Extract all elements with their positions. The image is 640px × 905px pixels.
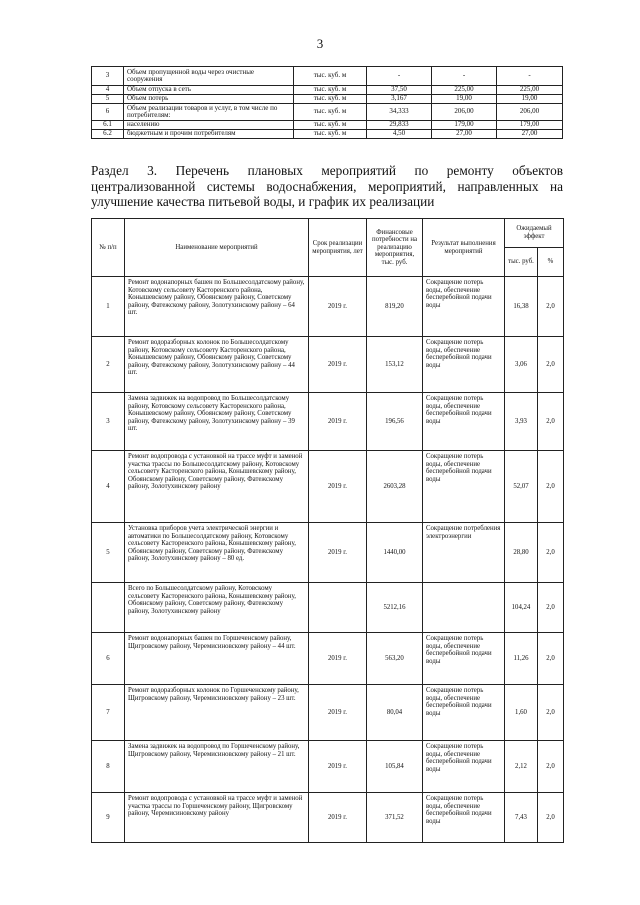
measure-term-cell: 2019 г.: [309, 523, 367, 583]
water-balance-row: [92, 104, 563, 121]
water-balance-num-cell: 3: [92, 67, 124, 86]
measures-table-body: [92, 277, 564, 843]
water-balance-v3-cell: 27,00: [497, 130, 563, 139]
water-balance-v3-cell: 179,00: [497, 121, 563, 130]
measure-term-cell: 2019 г.: [309, 277, 367, 337]
measure-name-cell: Замена задвижек на водопровод по Горшеченскому району, Щигровскому району, Черемисиновскому району – 21 шт.: [125, 741, 309, 793]
water-balance-v1-cell: 34,333: [367, 104, 432, 121]
measure-num-cell: 6: [92, 633, 125, 685]
measure-finance-cell: 563,20: [367, 633, 423, 685]
header-finance: Финансовые потребности на реализацию мероприятия, тыс. руб.: [367, 219, 423, 277]
measure-num-cell: 9: [92, 793, 125, 843]
water-balance-unit-cell: тыс. куб. м: [294, 86, 367, 95]
measure-row: [92, 337, 564, 393]
measure-finance-cell: 5212,16: [367, 583, 423, 633]
measure-finance-cell: 1440,00: [367, 523, 423, 583]
measure-result-cell: Сокращение потерь воды, обеспечение бесперебойной подачи воды: [423, 337, 505, 393]
measure-name-cell: Ремонт водонапорных башен по Горшеченскому району, Щигровскому району, Черемисиновскому району – 44 шт.: [125, 633, 309, 685]
water-balance-row: [92, 130, 563, 139]
water-balance-name-cell: Объем потерь: [124, 95, 294, 104]
measure-row: [92, 393, 564, 451]
measure-rub-cell: 104,24: [505, 583, 538, 633]
measure-pct-cell: 2,0: [538, 583, 564, 633]
measure-pct-cell: 2,0: [538, 741, 564, 793]
measure-rub-cell: 11,26: [505, 633, 538, 685]
measure-finance-cell: 2603,28: [367, 451, 423, 523]
measure-finance-cell: 80,04: [367, 685, 423, 741]
water-balance-row: [92, 95, 563, 104]
measure-finance-cell: 819,20: [367, 277, 423, 337]
measure-rub-cell: 16,38: [505, 277, 538, 337]
water-balance-num-cell: 5: [92, 95, 124, 104]
measure-num-cell: [92, 583, 125, 633]
water-balance-v3-cell: 206,00: [497, 104, 563, 121]
water-balance-v2-cell: 27,00: [432, 130, 497, 139]
measure-num-cell: 1: [92, 277, 125, 337]
measure-result-cell: Сокращение потерь воды, обеспечение бесперебойной подачи воды: [423, 793, 505, 843]
water-balance-unit-cell: тыс. куб. м: [294, 67, 367, 86]
measure-result-cell: Сокращение потерь воды, обеспечение бесперебойной подачи воды: [423, 685, 505, 741]
water-balance-v1-cell: 29,833: [367, 121, 432, 130]
measure-name-cell: Ремонт водопровода с установкой на трассе муфт и заменой участка трассы по Большесолдатскому району, Котовскому сельсовету Касторенского района, Конышевскому району, Обоянскому району, Советскому району, Фатежскому району, Золотухинскому району: [125, 451, 309, 523]
measure-term-cell: [309, 583, 367, 633]
section-heading-line: улучшение качества питьевой воды, и график их реализации: [91, 194, 435, 209]
water-balance-row: [92, 121, 563, 130]
water-balance-v1-cell: 3,167: [367, 95, 432, 104]
water-balance-v1-cell: 4,50: [367, 130, 432, 139]
section-heading-line: Раздел 3. Перечень плановых мероприятий по ремонту объектов: [91, 163, 563, 178]
measure-rub-cell: 52,07: [505, 451, 538, 523]
measure-pct-cell: 2,0: [538, 793, 564, 843]
measure-name-cell: Ремонт водонапорных башен по Большесолдатскому району, Котовскому сельсовету Касторенского района, Конышевскому району, Обоянскому району, Советскому району, Фатежскому району, Золотухинскому району – 64 шт.: [125, 277, 309, 337]
measure-term-cell: 2019 г.: [309, 793, 367, 843]
measure-finance-cell: 153,12: [367, 337, 423, 393]
water-balance-v3-cell: 225,00: [497, 86, 563, 95]
water-balance-v2-cell: 179,00: [432, 121, 497, 130]
measure-result-cell: [423, 583, 505, 633]
measure-name-cell: Всего по Большесолдатскому району, Котовскому сельсовету Касторенского района, Конышевскому району, Обоянскому району, Советскому району, Фатежскому району, Золотухинскому району: [125, 583, 309, 633]
measures-table: [91, 218, 564, 843]
measure-term-cell: 2019 г.: [309, 741, 367, 793]
measure-num-cell: 3: [92, 393, 125, 451]
measure-rub-cell: 1,60: [505, 685, 538, 741]
header-term: Срок реализации мероприятия, лет: [309, 219, 367, 277]
water-balance-unit-cell: тыс. куб. м: [294, 121, 367, 130]
measure-finance-cell: 105,84: [367, 741, 423, 793]
water-balance-num-cell: 4: [92, 86, 124, 95]
measure-result-cell: Сокращение потерь воды, обеспечение бесперебойной подачи воды: [423, 633, 505, 685]
water-balance-table: [91, 66, 563, 139]
measure-row: [92, 685, 564, 741]
measure-result-cell: Сокращение потребления электроэнергии: [423, 523, 505, 583]
water-balance-v3-cell: -: [497, 67, 563, 86]
measure-term-cell: 2019 г.: [309, 633, 367, 685]
water-balance-num-cell: 6.2: [92, 130, 124, 139]
measure-rub-cell: 3,93: [505, 393, 538, 451]
water-balance-row: [92, 67, 563, 86]
measure-rub-cell: 28,80: [505, 523, 538, 583]
measure-num-cell: 4: [92, 451, 125, 523]
measure-num-cell: 5: [92, 523, 125, 583]
measure-result-cell: Сокращение потерь воды, обеспечение бесперебойной подачи воды: [423, 451, 505, 523]
water-balance-v1-cell: 37,50: [367, 86, 432, 95]
measure-row: [92, 741, 564, 793]
section-heading: [91, 163, 563, 210]
measure-num-cell: 2: [92, 337, 125, 393]
measure-name-cell: Ремонт водопровода с установкой на трассе муфт и заменой участка трассы по Горшеченскому району, Щигровскому району, Черемисиновскому району: [125, 793, 309, 843]
water-balance-name-cell: населению: [124, 121, 294, 130]
water-balance-unit-cell: тыс. куб. м: [294, 95, 367, 104]
measure-rub-cell: 7,43: [505, 793, 538, 843]
measure-term-cell: 2019 г.: [309, 393, 367, 451]
header-result: Результат выполнения мероприятий: [423, 219, 505, 277]
measure-result-cell: Сокращение потерь воды, обеспечение бесперебойной подачи воды: [423, 393, 505, 451]
header-name: Наименование мероприятий: [125, 219, 309, 277]
measure-row: [92, 633, 564, 685]
water-balance-v2-cell: -: [432, 67, 497, 86]
measure-row: [92, 583, 564, 633]
measure-name-cell: Установка приборов учета электрической энергии и автоматики по Большесолдатскому району, Котовскому сельсовету Касторенского района, Конышевскому району, Обоянскому району, Советскому району, Фатежскому району, Золотухинскому району – 80 ед.: [125, 523, 309, 583]
water-balance-v2-cell: 19,00: [432, 95, 497, 104]
measure-result-cell: Сокращение потерь воды, обеспечение бесперебойной подачи воды: [423, 277, 505, 337]
measure-name-cell: Ремонт водоразборных колонок по Большесолдатскому району, Котовскому сельсовету Касторенского района, Конышевскому району, Обоянскому району, Советскому району, Фатежскому району, Золотухинскому району – 44 шт.: [125, 337, 309, 393]
measure-finance-cell: 371,52: [367, 793, 423, 843]
water-balance-name-cell: Объем отпуска в сеть: [124, 86, 294, 95]
water-balance-unit-cell: тыс. куб. м: [294, 130, 367, 139]
measure-row: [92, 793, 564, 843]
water-balance-name-cell: Объем пропущенной воды через очистные сооружения: [124, 67, 294, 86]
measure-rub-cell: 3,06: [505, 337, 538, 393]
section-heading-line: централизованной системы водоснабжения, мероприятий, направленных на: [91, 178, 563, 194]
measure-row: [92, 451, 564, 523]
measure-pct-cell: 2,0: [538, 451, 564, 523]
water-balance-num-cell: 6.1: [92, 121, 124, 130]
measure-term-cell: 2019 г.: [309, 337, 367, 393]
water-balance-name-cell: бюджетным и прочим потребителям: [124, 130, 294, 139]
water-balance-v2-cell: 225,00: [432, 86, 497, 95]
water-balance-v1-cell: -: [367, 67, 432, 86]
header-effect: Ожидаемый эффект: [505, 219, 564, 248]
measure-pct-cell: 2,0: [538, 337, 564, 393]
measure-num-cell: 7: [92, 685, 125, 741]
header-num: № п/п: [92, 219, 125, 277]
water-balance-v2-cell: 206,00: [432, 104, 497, 121]
water-balance-num-cell: 6: [92, 104, 124, 121]
measure-num-cell: 8: [92, 741, 125, 793]
measure-pct-cell: 2,0: [538, 277, 564, 337]
water-balance-table-body: [92, 67, 563, 139]
measure-pct-cell: 2,0: [538, 633, 564, 685]
measure-name-cell: Ремонт водоразборных колонок по Горшеченскому району, Щигровскому району, Черемисиновскому району – 23 шт.: [125, 685, 309, 741]
measure-finance-cell: 196,56: [367, 393, 423, 451]
water-balance-v3-cell: 19,00: [497, 95, 563, 104]
water-balance-unit-cell: тыс. куб. м: [294, 104, 367, 121]
measure-row: [92, 277, 564, 337]
water-balance-name-cell: Объем реализации товаров и услуг, в том числе по потребителям:: [124, 104, 294, 121]
measure-row: [92, 523, 564, 583]
measure-result-cell: Сокращение потерь воды, обеспечение бесперебойной подачи воды: [423, 741, 505, 793]
measure-term-cell: 2019 г.: [309, 685, 367, 741]
measure-term-cell: 2019 г.: [309, 451, 367, 523]
measure-rub-cell: 2,12: [505, 741, 538, 793]
measure-pct-cell: 2,0: [538, 685, 564, 741]
measure-name-cell: Замена задвижек на водопровод по Большесолдатскому району, Котовскому сельсовету Касторенского района, Конышевскому району, Обоянскому району, Советскому району, Фатежскому району, Золотухинскому району – 39 шт.: [125, 393, 309, 451]
header-effect-rub: тыс. руб.: [505, 248, 538, 277]
measure-pct-cell: 2,0: [538, 393, 564, 451]
header-effect-pct: %: [538, 248, 564, 277]
water-balance-row: [92, 86, 563, 95]
measure-pct-cell: 2,0: [538, 523, 564, 583]
page-number: 3: [316, 36, 324, 51]
